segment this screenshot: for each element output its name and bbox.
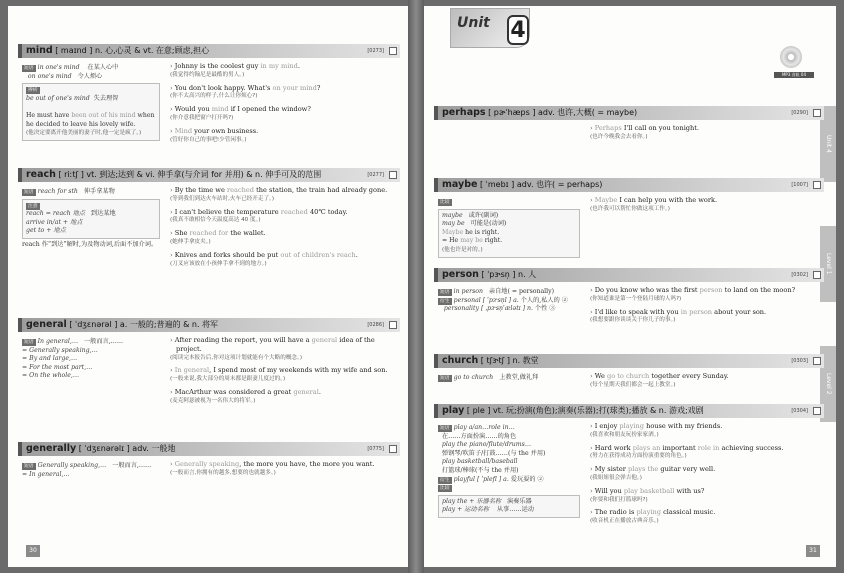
example-column <box>590 422 818 530</box>
entry-generally <box>18 442 400 492</box>
book-gutter <box>408 0 424 573</box>
example-sentence: › We go to church together every Sunday. (每个星期天我们都会一起上教堂。) <box>590 372 818 390</box>
entry-header <box>434 178 824 192</box>
example-sentence: › By the time we reached the station, the train had already gone. (等到我们到达火车站时,火车已经开走了。) <box>170 186 394 204</box>
entry-code: [0286] <box>367 322 384 328</box>
phrase-column: 短语 in one's mind 在某人心中 on one's mind 令人烦心 辨析 be out of one's mind 失去理智 He must have been out of his mind when he decided to leave his lovely wife. (他决定要离开他美丽的妻子时,他一定是疯了。) <box>22 64 160 143</box>
unit-number: 4 <box>507 15 529 45</box>
checkbox-icon[interactable] <box>813 357 821 365</box>
example-column <box>590 124 818 146</box>
example-column <box>170 62 394 148</box>
entry-maybe <box>434 178 824 264</box>
example-sentence: › MacArthur was considered a great general. (麦克阿瑟被视为一名伟大的将军。) <box>170 388 394 406</box>
phrase-column: 短语 play a/an…role in… 在……方面扮演……的角色 play the piano/flute/drums… 弹钢琴/吹笛子/打鼓……(与 the 并用) play basketball/baseball 打篮球/棒球(不与 the 并用) 衍生 playful [ ˈplefl ] a. 爱玩耍的 ② 比较 play the + 乐器名称 演奏乐器 play + 运动名称 从事……运动 <box>438 424 580 520</box>
headword: perhaps <box>442 107 486 118</box>
example-sentence: › The radio is playing classical music. (收音机正在播放古典音乐。) <box>590 508 818 526</box>
example-sentence: › I'd like to speak with you in person about your son. (我想要跟你谈谈关于你儿子的事。) <box>590 308 818 326</box>
example-sentence: › After reading the report, you will have a general idea of the project. (阅读完本报告后,你对这项计划就能有个大略的概念。) <box>170 336 394 362</box>
definition: [ maɪnd ] n. 心,心灵 & vt. 在意;顾虑,担心 <box>52 46 210 55</box>
headword: maybe <box>442 179 478 190</box>
entry-code: [0302] <box>791 272 808 278</box>
unit-badge <box>450 8 530 48</box>
example-sentence: › Mind your own business. (管好你自己的事吧!少管闲事。) <box>170 127 394 145</box>
definition: [ riːtʃ ] vt. 到达;达到 & vi. 伸手拿(与介词 for 并用) & n. 伸手可及的范围 <box>55 170 322 179</box>
entry-header <box>18 442 400 456</box>
entry-code: [0304] <box>791 408 808 414</box>
side-tab-level2[interactable]: Level 2 <box>820 346 836 422</box>
definition: [ ˈdʒɛnərəl ] a. 一般的;普遍的 & n. 将军 <box>66 320 219 329</box>
right-page <box>424 6 836 567</box>
example-sentence: › You don't look happy. What's on your mind? (你不太高兴的样子,什么让你烦心?) <box>170 84 394 102</box>
track-label: MP3 音轨 04 <box>774 72 814 78</box>
example-sentence: › Would you mind if I opened the window? (你介意我把窗户打开吗?) <box>170 105 394 123</box>
example-sentence: › Hard work plays an important role in achieving success. (努力在获得成功方面扮演重要的角色。) <box>590 444 818 462</box>
entry-church <box>434 354 824 400</box>
entry-person <box>434 268 824 350</box>
entry-code: [0303] <box>791 358 808 364</box>
headword: mind <box>26 45 53 56</box>
headword: church <box>442 355 479 366</box>
definition: [ tʃɝtʃ ] n. 教堂 <box>478 356 539 365</box>
headword: reach <box>26 169 56 180</box>
entry-header <box>18 44 400 58</box>
example-sentence: › Will you play basketball with us? (你要和我们打篮球吗?) <box>590 487 818 505</box>
side-tab-level1[interactable]: Level 1 <box>820 226 836 302</box>
phrase-column: 短语 Generally speaking,… 一般而言,…… = In general,… <box>22 462 152 478</box>
page-number: 30 <box>26 545 40 557</box>
entry-header <box>18 168 400 182</box>
definition: [ pɚˈhæps ] adv. 也许,大概( = maybe) <box>485 108 638 117</box>
checkbox-icon[interactable] <box>389 47 397 55</box>
entry-header <box>434 354 824 368</box>
entry-mind <box>18 44 400 164</box>
example-column <box>590 372 818 394</box>
entry-perhaps <box>434 106 824 172</box>
checkbox-icon[interactable] <box>389 445 397 453</box>
unit-label: Unit <box>457 15 490 31</box>
example-column <box>170 186 394 272</box>
entry-header <box>434 404 824 418</box>
headword: general <box>26 319 67 330</box>
example-sentence: › Generally speaking, the more you have, the more you want. (一般而言,你拥有的越多,想要的也就越多。) <box>170 460 394 478</box>
entry-code: [1007] <box>791 182 808 188</box>
entry-code: [0277] <box>367 172 384 178</box>
example-column <box>590 196 818 218</box>
example-column <box>170 460 394 482</box>
example-sentence: › She reached for the wallet. (她伸手拿皮夹。) <box>170 229 394 247</box>
phrase-column: 短语 go to church 上教堂,做礼拜 <box>440 374 539 381</box>
phrase-column: 短语 reach for sth 伸手拿某物 注意 reach = reach 地点 到达某地 arrive in/at + 地点 get to + 地点 reach 作“到达”解时,为及物动词,后面不加介词。 <box>22 188 160 250</box>
headword: generally <box>26 443 77 454</box>
checkbox-icon[interactable] <box>813 271 821 279</box>
example-column <box>170 336 394 410</box>
entry-code: [0290] <box>791 110 808 116</box>
example-sentence: › Maybe I can help you with the work. (也许我可以帮忙你做这项工作。) <box>590 196 818 214</box>
definition: [ ple ] vt. 玩;扮演(角色);演奏(乐器);打(球类);播放 & n. 游戏;戏剧 <box>464 406 704 415</box>
checkbox-icon[interactable] <box>389 321 397 329</box>
phrase-column: 比较 maybe 或许(副词) may be 可能是(动词) Maybe he is right. = He may be right. (他也许是对的。) <box>438 198 580 260</box>
example-sentence: › Johnny is the coolest guy in my mind. (我觉得约翰尼是最酷的男人。) <box>170 62 394 80</box>
checkbox-icon[interactable] <box>813 407 821 415</box>
example-sentence: › My sister plays the guitar very well. (我姐姐很会弹吉他。) <box>590 465 818 483</box>
checkbox-icon[interactable] <box>813 109 821 117</box>
definition: [ ˈmebɪ ] adv. 也许( = perhaps) <box>477 180 603 189</box>
example-sentence: › I enjoy playing house with my friends. (我喜欢和朋友玩扮家家酒。) <box>590 422 818 440</box>
side-tab-unit[interactable]: Unit 4 <box>820 106 836 182</box>
example-sentence: › Knives and forks should be put out of children's reach. (刀叉应该放在小孩伸手拿不到的地方。) <box>170 251 394 269</box>
checkbox-icon[interactable] <box>389 171 397 179</box>
definition: [ ˈpɝsn̩ ] n. 人 <box>478 270 537 279</box>
entry-play <box>434 404 824 554</box>
entry-header <box>434 106 824 120</box>
left-page <box>8 6 408 567</box>
phrase-column: 短语 in person 亲自地( = personally) 衍生 personal [ ˈpɝsn̩l ] a. 个人的,私人的 ② personality [ ˌpɝsn̩ˈælətɪ ] n. 个性 ③ <box>438 288 568 313</box>
headword: play <box>442 405 465 416</box>
page-number: 31 <box>806 545 820 557</box>
entry-code: [0273] <box>367 48 384 54</box>
cd-icon <box>780 46 802 68</box>
example-sentence: › I can't believe the temperature reached 40℃ today. (我真不敢相信今天温度高达 40 度。) <box>170 208 394 226</box>
example-sentence: › Perhaps I'll call on you tonight. (也许今晚我会去看你。) <box>590 124 818 142</box>
example-sentence: › In general, I spend most of my weekends with my wife and son. (一般来说,我大部分的周末都是跟妻儿度过的。) <box>170 366 394 384</box>
definition: [ ˈdʒɛnərəlɪ ] adv. 一般地 <box>76 444 176 453</box>
entry-general <box>18 318 400 438</box>
checkbox-icon[interactable] <box>813 181 821 189</box>
entry-code: [0775] <box>367 446 384 452</box>
entry-header <box>434 268 824 282</box>
entry-reach <box>18 168 400 313</box>
phrase-column: 短语 In general,… 一般而言,…… = Generally speaking,… = By and large,… = For the most part,… = On the whole,… <box>22 338 124 380</box>
example-sentence: › Do you know who was the first person to land on the moon? (你知道谁是第一个登陆月球的人吗?) <box>590 286 818 304</box>
example-column <box>590 286 818 329</box>
headword: person <box>442 269 479 280</box>
entry-header <box>18 318 400 332</box>
